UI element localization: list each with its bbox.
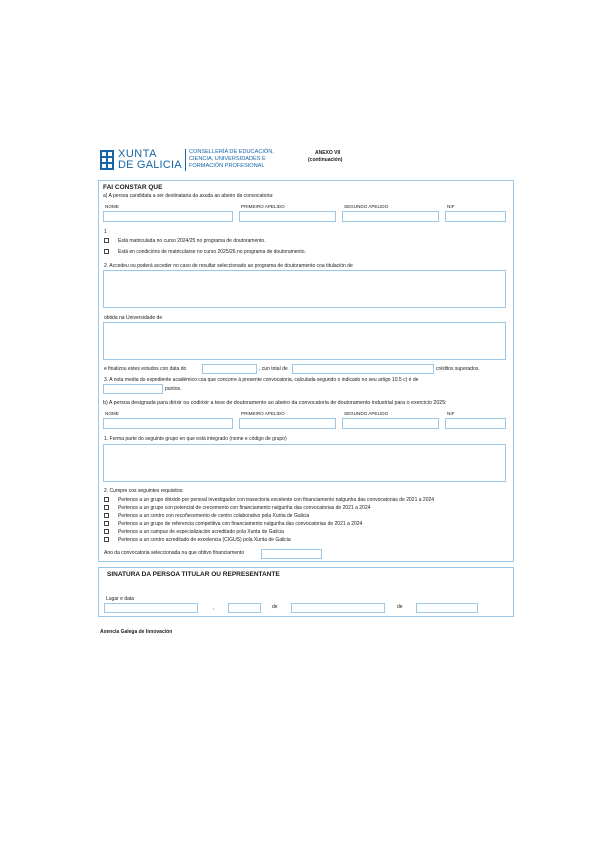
label-segundo-apelido: SEGUNDO APELIDO: [344, 204, 389, 209]
item-1-number: 1: [104, 229, 107, 235]
label-primeiro-apelido: PRIMEIRO APELIDO: [241, 204, 285, 209]
ano-convocatoria-label: Ano da convocatoria seleccionada na que obtivo financiamento: [104, 550, 245, 556]
primeiro-apelido-field[interactable]: [239, 211, 336, 222]
department-name: [189, 149, 274, 170]
titulacion-field[interactable]: [103, 270, 506, 308]
mes-field[interactable]: [291, 603, 385, 613]
dept-line-2: CIENCIA, UNIVERSIDADES E: [189, 156, 266, 162]
total-label: , cun total de: [259, 366, 288, 372]
logo-xunta: XUNTA: [118, 148, 157, 160]
creditos-field[interactable]: [292, 364, 434, 374]
label-primeiro-apelido-b: PRIMEIRO APELIDO: [241, 411, 285, 416]
section-b-intro: b) A persoa designada para dirixir ou codirixir a tese de doutoramento ao abeiro da convocatoria de doutoramento industrial para o exercicio 2025:: [103, 400, 447, 406]
director-nif-field[interactable]: [445, 418, 506, 429]
requisito-label-3: Pertence a un centro con recoñecemento de centro colaborativo pola Xunta de Galicia: [118, 513, 310, 519]
logo-de-galicia: DE GALICIA: [118, 159, 182, 171]
creditos-label: créditos superados.: [436, 366, 480, 372]
dia-field[interactable]: [228, 603, 261, 613]
signature-heading: SINATURA DA PERSOA TITULAR OU REPRESENTANTE: [107, 571, 280, 578]
label-nome-b: NOME: [105, 411, 119, 416]
requisito-label-6: Pertence a un centro acreditado de excelencia (CIGUS) pola Xunta de Galicia: [118, 537, 291, 543]
lugar-field[interactable]: [104, 603, 198, 613]
label-nome: NOME: [105, 204, 119, 209]
footer-agency: Axencia Galega de Innovación: [100, 629, 173, 635]
director-segundo-apelido-field[interactable]: [342, 418, 439, 429]
requisito-checkbox-6[interactable]: [104, 537, 109, 542]
requisito-label-5: Pertence a un campus de especialización acreditado pola Xunta de Galicia: [118, 529, 284, 535]
data-finalizacion-field[interactable]: [202, 364, 257, 374]
requisito-checkbox-4[interactable]: [104, 521, 109, 526]
data-finalizacion-label: e finalizou estes estudos con data do: [104, 366, 187, 372]
annex-title: ANEXO VII: [315, 150, 341, 156]
condicions-checkbox[interactable]: [104, 249, 109, 254]
director-nome-field[interactable]: [103, 418, 233, 429]
section-a-intro: a) A persoa candidata a ser destinataria da axuda ao abeiro da convocatoria:: [103, 193, 274, 199]
xunta-emblem-icon: [100, 150, 114, 170]
puntos-label: puntos.: [165, 386, 182, 392]
grupo-field[interactable]: [103, 444, 506, 482]
requisitos-label: 2. Cumpre cos seguintes requisitos:: [104, 488, 184, 494]
dept-line-1: CONSELLERÍA DE EDUCACIÓN,: [189, 149, 274, 155]
matriculado-label: Está matriculada no curso 2024/25 no programa de doutoramento.: [118, 238, 266, 244]
label-nif: NIF: [447, 204, 455, 209]
dept-line-3: FORMACIÓN PROFESIONAL: [189, 163, 265, 169]
grupo-label: 1. Forma parte do seguinte grupo en que está integrado (nome e código de grupo): [104, 436, 287, 442]
requisito-label-2: Pertence a un grupo con potencial de crecemento con financiamento nalgunha das convocatorias de 2021 a 2024: [118, 505, 371, 511]
section-heading: FAI CONSTAR QUE: [103, 184, 163, 191]
titulacion-label: 2. Accedeu ou poderá acceder no caso de resultar seleccionado ao programa de doutoramento coa titulación de: [104, 263, 353, 269]
universidade-label: obtida na Universidade de: [104, 315, 163, 321]
ano-convocatoria-field[interactable]: [261, 549, 322, 559]
matriculado-checkbox[interactable]: [104, 238, 109, 243]
lugar-data-label: Lugar e data: [106, 596, 135, 602]
nome-field[interactable]: [103, 211, 233, 222]
segundo-apelido-field[interactable]: [342, 211, 439, 222]
de-label-2: de: [397, 604, 403, 610]
nota-media-label: 3. A nota media do expediente académico coa que concorre á presente convocatoria, calculada segundo o indicado no seu artigo 10.5 c) é de: [104, 377, 419, 383]
requisito-checkbox-1[interactable]: [104, 497, 109, 502]
xunta-logo: [100, 148, 184, 172]
de-label-1: de: [272, 604, 278, 610]
header-divider: [185, 149, 186, 171]
requisito-checkbox-5[interactable]: [104, 529, 109, 534]
nota-media-field[interactable]: [103, 384, 163, 394]
requisito-checkbox-3[interactable]: [104, 513, 109, 518]
comma-label: ,: [213, 605, 215, 611]
universidade-field[interactable]: [103, 322, 506, 360]
requisito-checkbox-2[interactable]: [104, 505, 109, 510]
annex-subtitle: (continuación): [308, 157, 343, 163]
director-primeiro-apelido-field[interactable]: [239, 418, 336, 429]
requisito-label-4: Pertence a un grupo de referencia competitiva con financiamento nalgunha das convocatorias de 2021 a 2024: [118, 521, 363, 527]
requisito-label-1: Pertence a un grupo dirixido por persoal investigador con traxectoria excelente con financiamento nalgunha das convocatorias de 2021 a 2024: [118, 497, 435, 503]
label-segundo-apelido-b: SEGUNDO APELIDO: [344, 411, 389, 416]
label-nif-b: NIF: [447, 411, 455, 416]
condicions-label: Está en condicións de matricularse no curso 2025/26 no programa de doutoramento.: [118, 249, 306, 255]
nif-field[interactable]: [445, 211, 506, 222]
ano-field[interactable]: [416, 603, 478, 613]
